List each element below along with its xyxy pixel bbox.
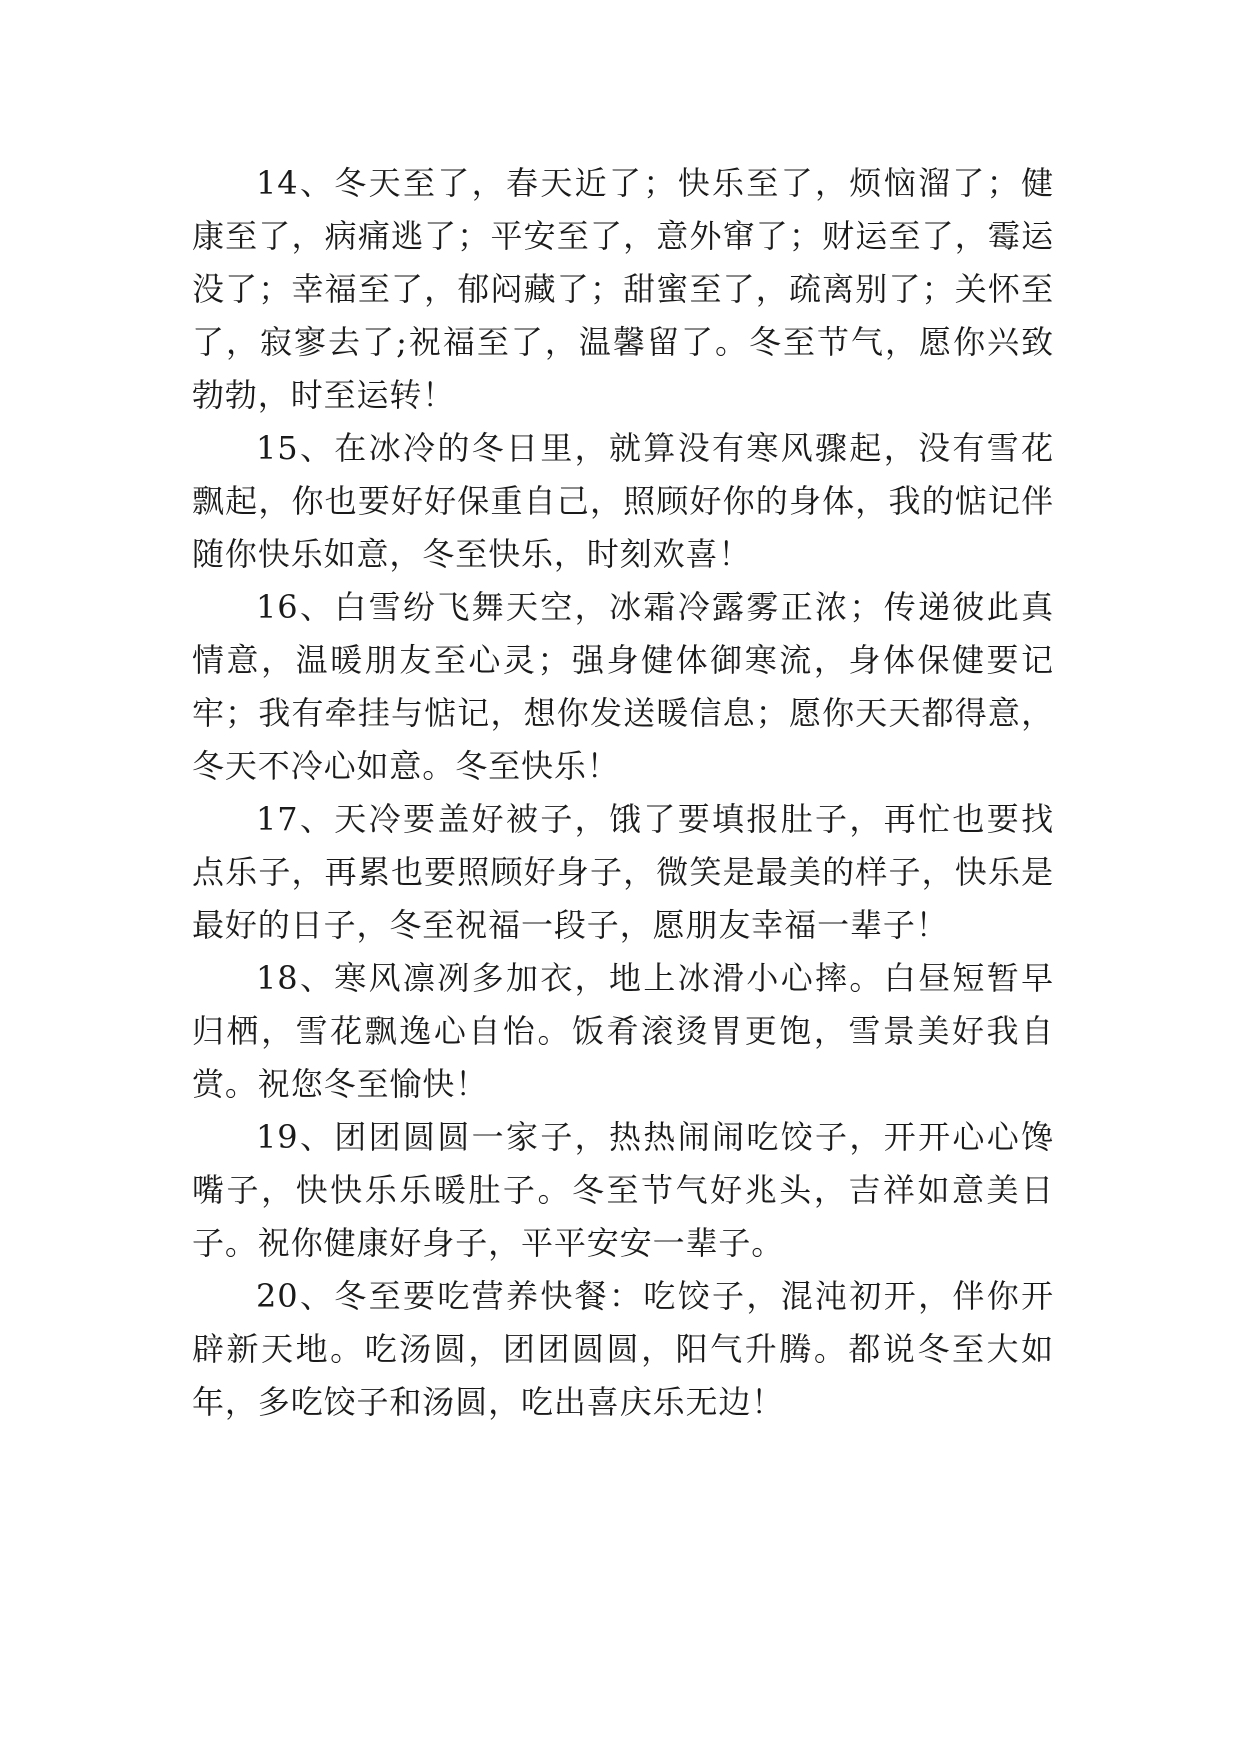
paragraph-17: 17、天冷要盖好被子，饿了要填报肚子，再忙也要找点乐子，再累也要照顾好身子，微笑是最美的样子，快乐是最好的日子，冬至祝福一段子，愿朋友幸福一辈子！ [192,800,1054,944]
paragraph-20: 20、冬至要吃营养快餐：吃饺子，混沌初开，伴你开辟新天地。吃汤圆，团团圆圆，阳气升腾。都说冬至大如年，多吃饺子和汤圆，吃出喜庆乐无边！ [192,1277,1054,1421]
document-body [192,157,1054,1429]
paragraph-14: 14、冬天至了，春天近了；快乐至了，烦恼溜了；健康至了，病痛逃了；平安至了，意外窜了；财运至了，霉运没了；幸福至了，郁闷藏了；甜蜜至了，疏离别了；关怀至了，寂寥去了;祝福至了，温馨留了。冬至节气，愿你兴致勃勃，时至运转！ [192,164,1054,414]
paragraph-19: 19、团团圆圆一家子，热热闹闹吃饺子，开开心心馋嘴子，快快乐乐暖肚子。冬至节气好兆头，吉祥如意美日子。祝你健康好身子，平平安安一辈子。 [192,1118,1054,1262]
paragraph-15: 15、在冰冷的冬日里，就算没有寒风骤起，没有雪花飘起，你也要好好保重自己，照顾好你的身体，我的惦记伴随你快乐如意，冬至快乐，时刻欢喜！ [192,429,1054,573]
paragraph-18: 18、寒风凛冽多加衣，地上冰滑小心摔。白昼短暂早归栖，雪花飘逸心自怡。饭肴滚烫胃更饱，雪景美好我自赏。祝您冬至愉快！ [192,959,1054,1103]
paragraph-16: 16、白雪纷飞舞天空，冰霜冷露雾正浓；传递彼此真情意，温暖朋友至心灵；强身健体御寒流，身体保健要记牢；我有牵挂与惦记，想你发送暖信息；愿你天天都得意，冬天不冷心如意。冬至快乐！ [192,588,1054,785]
